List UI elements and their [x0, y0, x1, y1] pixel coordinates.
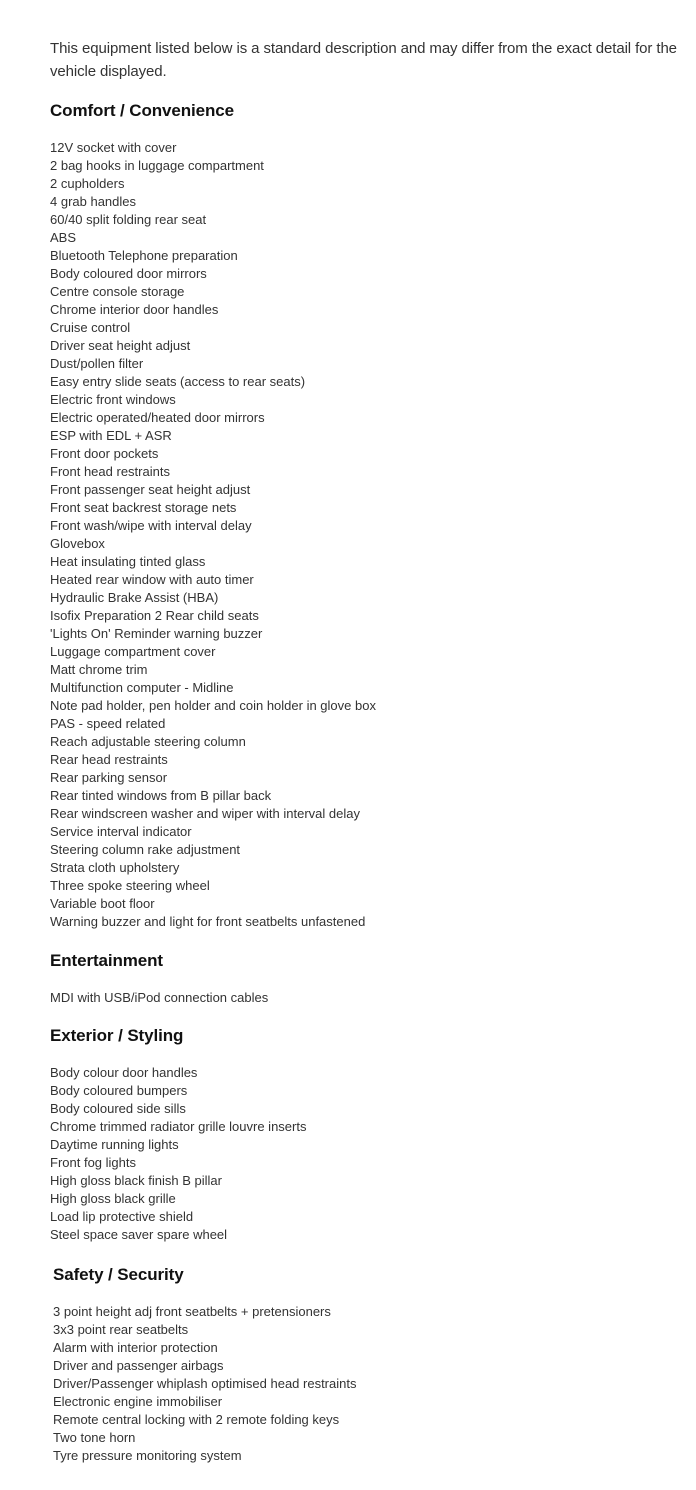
equipment-list-entertainment	[50, 989, 268, 1007]
equipment-item: Rear tinted windows from B pillar back	[50, 788, 272, 803]
equipment-item: Isofix Preparation 2 Rear child seats	[50, 608, 259, 623]
equipment-item: Dust/pollen filter	[50, 356, 144, 371]
equipment-item: Matt chrome trim	[50, 662, 148, 677]
equipment-item: Two tone horn	[53, 1430, 136, 1445]
equipment-item: Rear head restraints	[50, 752, 168, 767]
equipment-item: Centre console storage	[50, 284, 185, 299]
section-title-entertainment: Entertainment	[50, 951, 163, 970]
equipment-item: Remote central locking with 2 remote folding keys	[53, 1412, 340, 1427]
section-title-safety-security: Safety / Security	[53, 1265, 184, 1284]
equipment-item: ESP with EDL + ASR	[50, 428, 172, 443]
equipment-item: MDI with USB/iPod connection cables	[50, 990, 269, 1005]
equipment-item: 3 point height adj front seatbelts + pretensioners	[53, 1304, 331, 1319]
equipment-item: Rear parking sensor	[50, 770, 168, 785]
equipment-item: Hydraulic Brake Assist (HBA)	[50, 590, 219, 605]
equipment-item: Tyre pressure monitoring system	[53, 1448, 242, 1463]
equipment-item: Electric front windows	[50, 392, 176, 407]
equipment-item: Multifunction computer - Midline	[50, 680, 234, 695]
equipment-item: Body coloured door mirrors	[50, 266, 207, 281]
equipment-item: High gloss black grille	[50, 1191, 176, 1206]
equipment-item: 3x3 point rear seatbelts	[53, 1322, 189, 1337]
equipment-item: Rear windscreen washer and wiper with interval delay	[50, 806, 360, 821]
intro-text: This equipment listed below is a standard description and may differ from the exact detail for the vehicle displayed.	[50, 40, 677, 80]
equipment-item: Chrome trimmed radiator grille louvre inserts	[50, 1119, 307, 1134]
equipment-item: Heat insulating tinted glass	[50, 554, 206, 569]
equipment-item: Front wash/wipe with interval delay	[50, 518, 252, 533]
equipment-item: 'Lights On' Reminder warning buzzer	[50, 626, 263, 641]
equipment-item: Variable boot floor	[50, 896, 155, 911]
equipment-item: Luggage compartment cover	[50, 644, 216, 659]
equipment-item: Chrome interior door handles	[50, 302, 219, 317]
equipment-item: Driver/Passenger whiplash optimised head restraints	[53, 1376, 357, 1391]
equipment-item: Three spoke steering wheel	[50, 878, 210, 893]
equipment-item: Heated rear window with auto timer	[50, 572, 254, 587]
equipment-item: Reach adjustable steering column	[50, 734, 246, 749]
equipment-item: Electric operated/heated door mirrors	[50, 410, 265, 425]
equipment-item: Front seat backrest storage nets	[50, 500, 237, 515]
equipment-item: Easy entry slide seats (access to rear seats)	[50, 374, 306, 389]
equipment-list-comfort-convenience	[50, 139, 376, 931]
equipment-item: ABS	[50, 230, 77, 245]
equipment-item: 12V socket with cover	[50, 140, 177, 155]
equipment-item: Front fog lights	[50, 1155, 136, 1170]
equipment-item: Steering column rake adjustment	[50, 842, 241, 857]
equipment-item: Body colour door handles	[50, 1065, 198, 1080]
equipment-item: Service interval indicator	[50, 824, 192, 839]
equipment-item: Bluetooth Telephone preparation	[50, 248, 238, 263]
equipment-item: Driver and passenger airbags	[53, 1358, 224, 1373]
equipment-item: 2 cupholders	[50, 176, 125, 191]
section-title-comfort-convenience: Comfort / Convenience	[50, 101, 234, 120]
equipment-item: Note pad holder, pen holder and coin holder in glove box	[50, 698, 376, 713]
equipment-item: Driver seat height adjust	[50, 338, 191, 353]
equipment-item: 4 grab handles	[50, 194, 137, 209]
equipment-item: 60/40 split folding rear seat	[50, 212, 207, 227]
equipment-item: Cruise control	[50, 320, 131, 335]
equipment-item: 2 bag hooks in luggage compartment	[50, 158, 264, 173]
equipment-item: Steel space saver spare wheel	[50, 1227, 228, 1242]
equipment-item: Load lip protective shield	[50, 1209, 194, 1224]
equipment-list-exterior-styling	[50, 1064, 306, 1244]
equipment-item: Front door pockets	[50, 446, 159, 461]
equipment-item: PAS - speed related	[50, 716, 166, 731]
equipment-item: Daytime running lights	[50, 1137, 179, 1152]
section-title-exterior-styling: Exterior / Styling	[50, 1026, 184, 1045]
equipment-item: Electronic engine immobiliser	[53, 1394, 223, 1409]
equipment-item: Front passenger seat height adjust	[50, 482, 251, 497]
equipment-item: Body coloured side sills	[50, 1101, 186, 1116]
equipment-item: Front head restraints	[50, 464, 170, 479]
equipment-list-safety-security	[53, 1303, 356, 1465]
equipment-item: High gloss black finish B pillar	[50, 1173, 222, 1188]
equipment-item: Warning buzzer and light for front seatbelts unfastened	[50, 914, 366, 929]
equipment-item: Strata cloth upholstery	[50, 860, 180, 875]
equipment-item: Glovebox	[50, 536, 105, 551]
equipment-item: Alarm with interior protection	[53, 1340, 218, 1355]
equipment-item: Body coloured bumpers	[50, 1083, 188, 1098]
